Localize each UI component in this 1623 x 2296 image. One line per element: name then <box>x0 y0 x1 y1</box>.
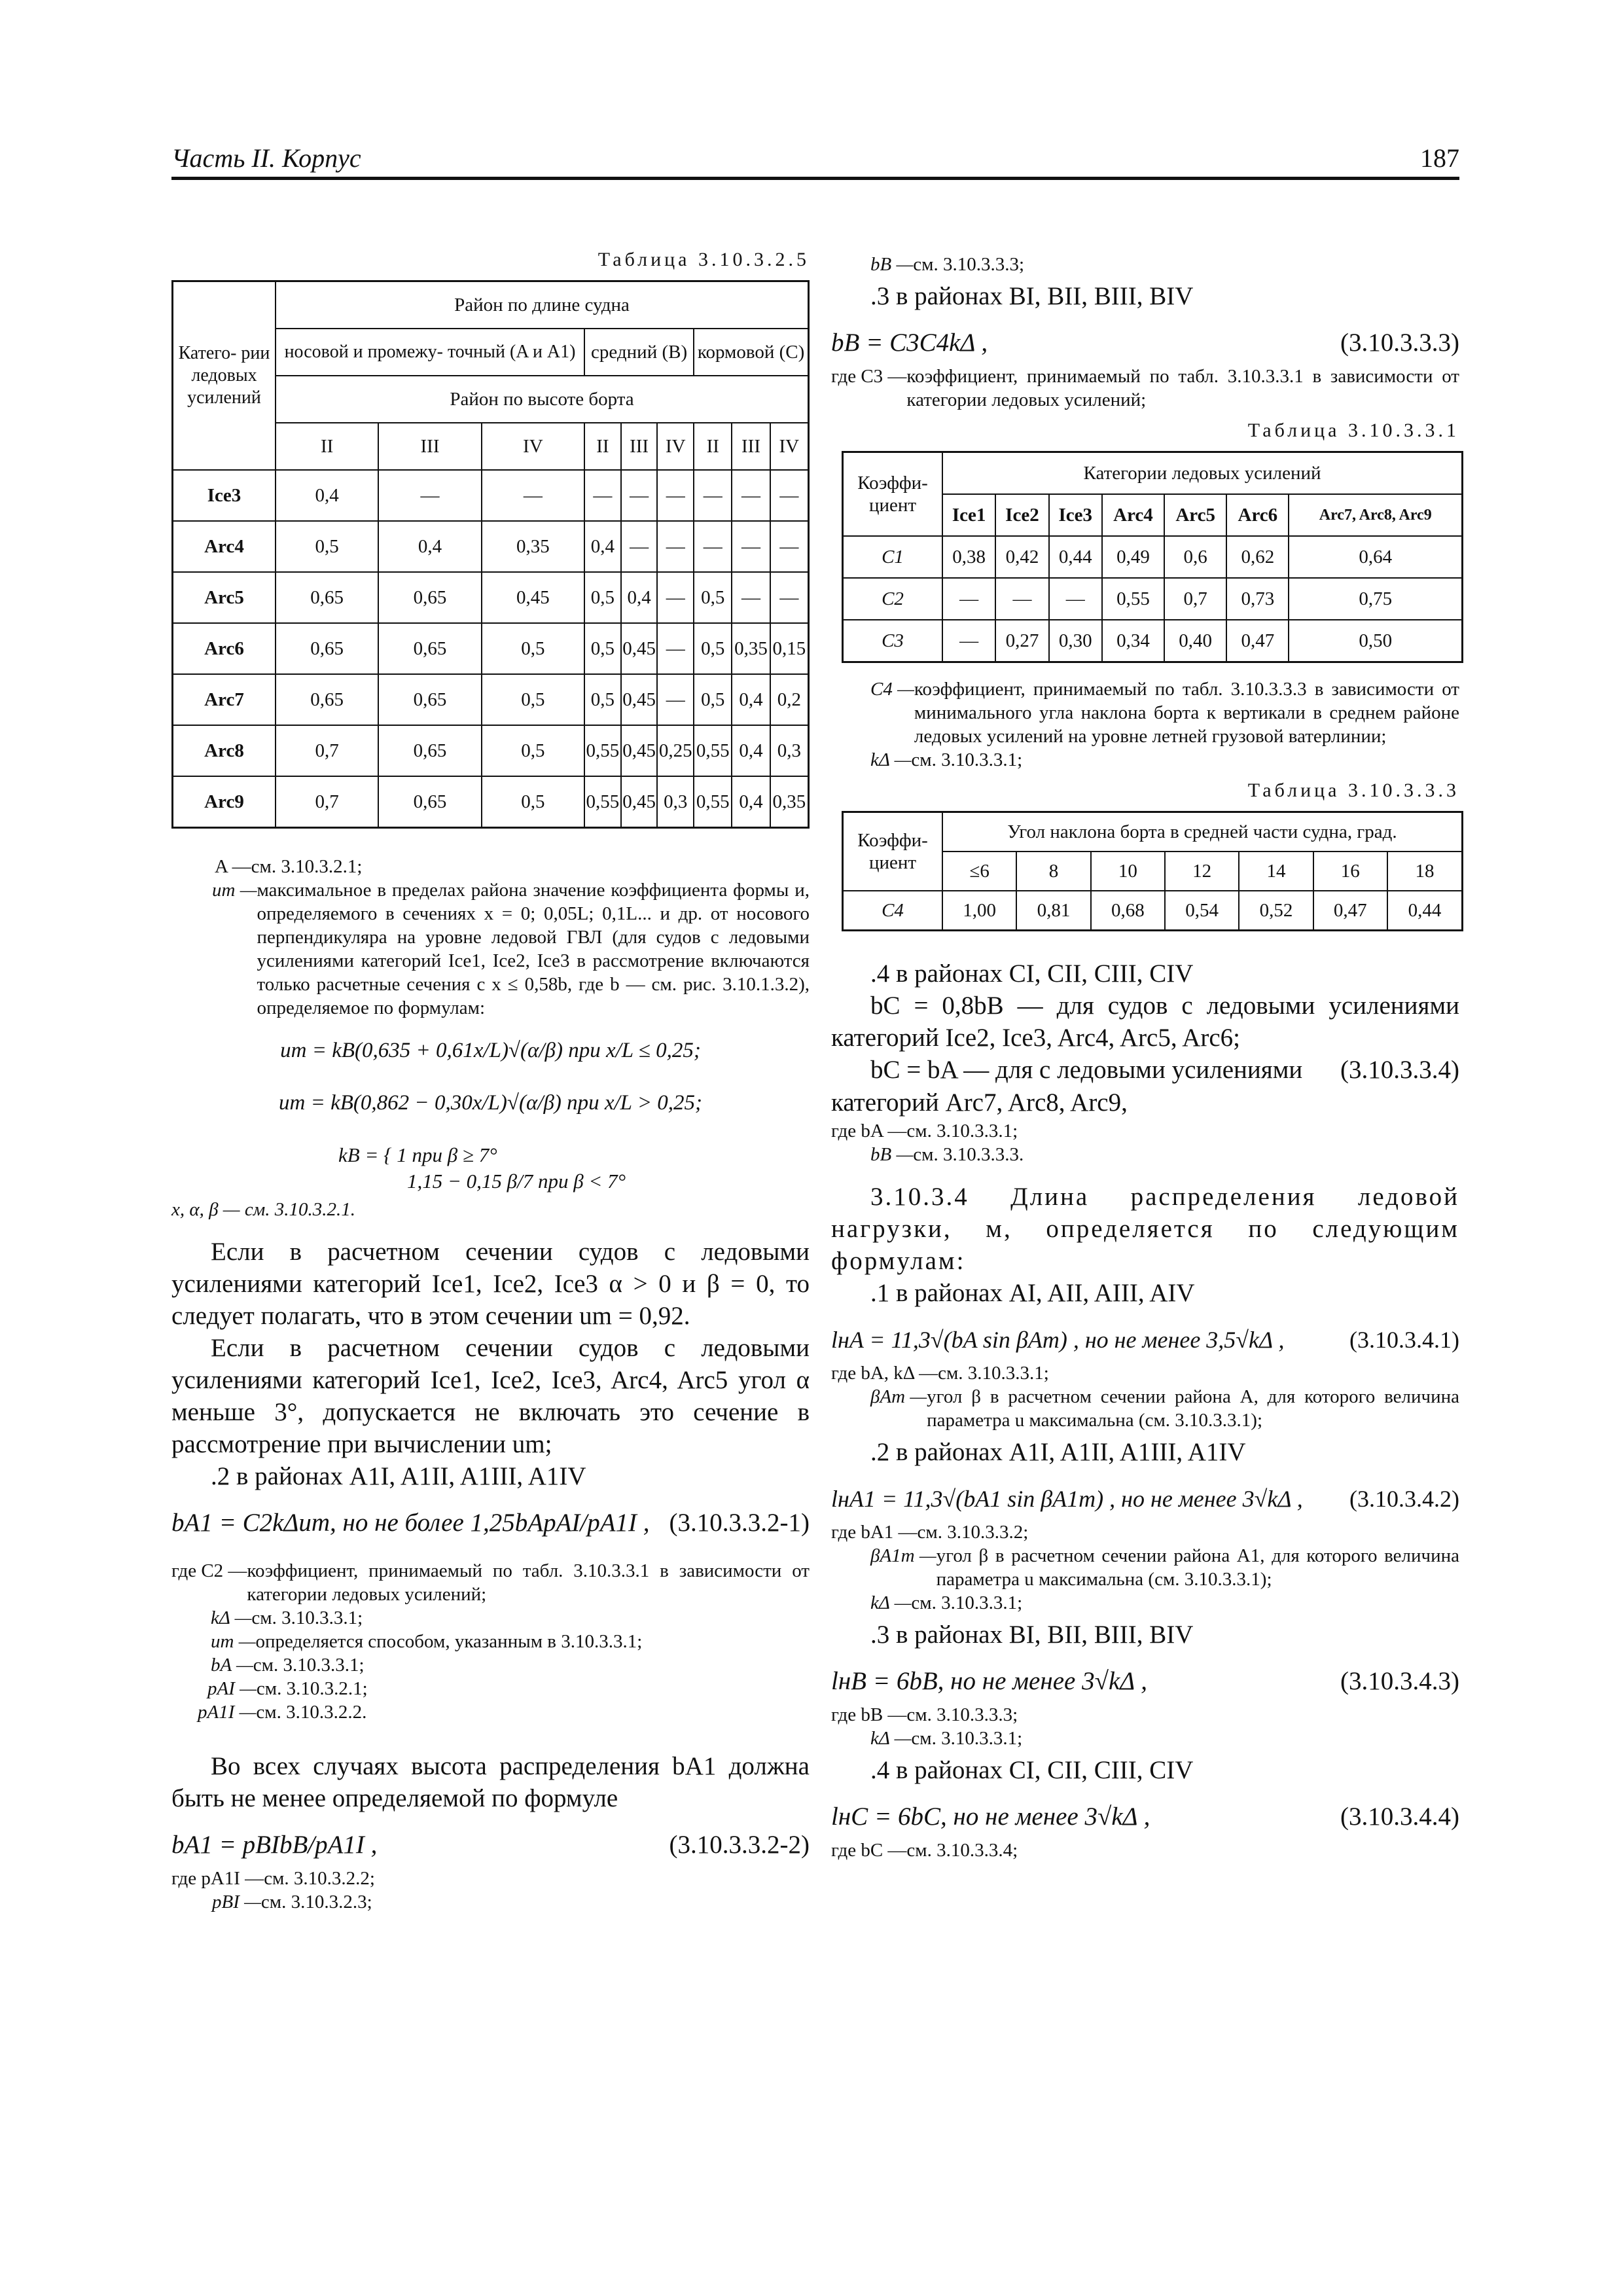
table-header-cell: 14 <box>1239 852 1313 891</box>
table-cell: — <box>694 521 732 572</box>
table-row <box>173 674 809 725</box>
definition-item: βAm — угол β в расчетном сечении района A, для которого величина параметра u максимальна (см. 3.10.3.3.1); <box>870 1386 1459 1431</box>
table-cell: 0,4 <box>732 776 770 828</box>
table-header-cell: 12 <box>1165 852 1239 891</box>
table-header-cell: Район по длине судна <box>276 281 809 329</box>
table-cell: 0,55 <box>1102 578 1164 620</box>
table-cell: — <box>995 578 1048 620</box>
table-cell: 0,5 <box>482 776 584 828</box>
table-cell: 0,5 <box>694 623 732 674</box>
table-cell: — <box>378 470 481 521</box>
ice-coefficient-table <box>171 280 810 829</box>
table-cell: 0,45 <box>621 674 658 725</box>
definition-item: kΔ — см. 3.10.3.3.1; <box>870 1592 1023 1613</box>
table-cell: 0,5 <box>584 572 621 623</box>
table-row <box>173 776 809 828</box>
table-header-cell: Ice1 <box>942 494 995 536</box>
table-cell: 0,45 <box>621 725 658 776</box>
table-cell: — <box>770 521 809 572</box>
table-header-cell: III <box>378 423 481 470</box>
table-row <box>173 572 809 623</box>
table-cell: 0,44 <box>1387 891 1463 931</box>
table-cell: 0,55 <box>694 725 732 776</box>
table-cell: Arc9 <box>173 776 276 828</box>
formula: lнA = 11,3√(bA sin βAm) , но не менее 3,5√kΔ , (3.10.3.4.1) <box>831 1327 1459 1353</box>
table-cell: 0,4 <box>584 521 621 572</box>
table-cell: 0,42 <box>995 536 1048 578</box>
table-cell: 0,4 <box>621 572 658 623</box>
table-cell: 0,4 <box>732 725 770 776</box>
table-row <box>843 578 1463 620</box>
definition-item: pAI — см. 3.10.3.2.1; <box>207 1678 368 1699</box>
table-cell: 0,65 <box>276 674 378 725</box>
definition-item: um — максимальное в пределах района значение коэффициента формы и, определяемого в сечениях x = 0; 0,05L; 0,1L... и др. от носового перпендикуляра на уровне ледовой ГВЛ (для судов с ледовыми усилениями категорий Ice1, Ice2, Ice3 в рассмотрение включаются только расчетные сечения с x ≤ 0,58b, где b — см. рис. 3.10.1.3.2), определяемое по формулам: <box>212 880 810 1018</box>
table-cell: 0,64 <box>1289 536 1462 578</box>
formula: um = kB(0,862 − 0,30x/L)√(α/β) при x/L > 0,25; <box>279 1091 702 1115</box>
table-cell: 0,55 <box>584 776 621 828</box>
definition-item: pBI — см. 3.10.3.2.3; <box>212 1892 372 1912</box>
left-column <box>171 249 810 1914</box>
table-cell: 0,65 <box>276 572 378 623</box>
table-cell: 0,3 <box>657 776 694 828</box>
table-row <box>173 470 809 521</box>
definition-item: где bA — см. 3.10.3.3.1; <box>831 1121 1018 1141</box>
paragraph: Если в расчетном сечении судов с ледовыми усилениями категорий Ice1, Ice2, Ice3, Arc4, Arc5 угол α меньше 3°, допускается не включать это сечение в рассмотрение при вычислении um; <box>171 1334 810 1458</box>
table-header-cell: Ice2 <box>995 494 1048 536</box>
formula: um = kB(0,635 + 0,61x/L)√(α/β) при x/L ≤ 0,25; <box>280 1039 701 1062</box>
definition-item: kΔ — см. 3.10.3.3.1; <box>870 749 1023 770</box>
table-cell: 0,5 <box>694 572 732 623</box>
table-cell: 0,65 <box>276 623 378 674</box>
formula: 1,15 − 0,15 β/7 при β < 7° <box>407 1170 626 1193</box>
table-header-cell: Коэффи- циент <box>843 812 943 891</box>
table-cell: 0,68 <box>1091 891 1165 931</box>
table-cell: 0,7 <box>276 776 378 828</box>
table-cell: C3 <box>843 620 943 662</box>
definition-item: kΔ — см. 3.10.3.3.1; <box>211 1607 363 1628</box>
table-cell: 0,52 <box>1239 891 1313 931</box>
table-cell: — <box>482 470 584 521</box>
table-cell: Arc4 <box>173 521 276 572</box>
table-cell: 0,5 <box>584 623 621 674</box>
table-cell: 0,25 <box>657 725 694 776</box>
table-cell: 0,5 <box>482 623 584 674</box>
formula: kB = { 1 при β ≥ 7° <box>338 1143 497 1166</box>
table-header-cell: Arc7, Arc8, Arc9 <box>1289 494 1462 536</box>
section-item: .3 в районах BI, BII, BIII, BIV <box>870 282 1194 310</box>
table-caption: Таблица 3.10.3.3.1 <box>1247 420 1459 441</box>
header-rule <box>171 177 1459 180</box>
formula: bA1 = C2kΔum, но не более 1,25bApAI/pA1I , (3.10.3.3.2-1) <box>171 1509 810 1537</box>
table-header-cell: ≤6 <box>942 852 1016 891</box>
table-header-cell: III <box>621 423 658 470</box>
table-cell: 0,65 <box>378 623 481 674</box>
table-cell: 1,00 <box>942 891 1016 931</box>
definition-item: bB — см. 3.10.3.3.3; <box>870 254 1025 275</box>
table-cell: 0,65 <box>378 674 481 725</box>
table-cell: — <box>732 521 770 572</box>
table-header-cell: 18 <box>1387 852 1463 891</box>
table-header-cell: II <box>584 423 621 470</box>
table-header-cell: II <box>694 423 732 470</box>
table-cell: 0,81 <box>1016 891 1090 931</box>
table-cell: 0,5 <box>584 674 621 725</box>
definition-item: bB — см. 3.10.3.3.3. <box>870 1144 1024 1165</box>
section-item: .4 в районах CI, CII, CIII, CIV <box>870 1756 1194 1784</box>
formula: lнA1 = 11,3√(bA1 sin βA1m) , но не менее 3√kΔ , (3.10.3.4.2) <box>831 1486 1459 1512</box>
table-cell: — <box>770 470 809 521</box>
paragraph: Если в расчетном сечении судов с ледовыми усилениями категорий Ice1, Ice2, Ice3 α > 0 и β = 0, то следует полагать, что в этом сечении um = 0,92. <box>171 1238 810 1330</box>
table-cell: 0,27 <box>995 620 1048 662</box>
table-cell: — <box>1049 578 1102 620</box>
table-header-cell: Категории ледовых усилений <box>942 452 1463 495</box>
table-cell: — <box>770 572 809 623</box>
definition-item: где bA, kΔ — см. 3.10.3.3.1; <box>831 1363 1049 1384</box>
table-cell: C4 <box>843 891 943 931</box>
table-header-cell: средний (B) <box>584 329 694 376</box>
definition-item: где C3 — коэффициент, принимаемый по табл. 3.10.3.3.1 в зависимости от категории ледовых усилений; <box>831 366 1459 410</box>
table-header-cell: II <box>276 423 378 470</box>
table-cell: 0,45 <box>482 572 584 623</box>
table-row <box>173 521 809 572</box>
table-cell: — <box>621 521 658 572</box>
table-cell: Arc8 <box>173 725 276 776</box>
table-cell: 0,30 <box>1049 620 1102 662</box>
table-cell: 0,65 <box>378 572 481 623</box>
table-cell: — <box>657 470 694 521</box>
definition-item: где C2 — коэффициент, принимаемый по табл. 3.10.3.3.1 в зависимости от категории ледовых усилений; <box>171 1560 810 1605</box>
table-cell: — <box>657 623 694 674</box>
table-cell: 0,54 <box>1165 891 1239 931</box>
table-row <box>173 623 809 674</box>
table-header-cell: Arc4 <box>1102 494 1164 536</box>
table-cell: — <box>732 470 770 521</box>
table-header-cell: 10 <box>1091 852 1165 891</box>
formula: bB = C3C4kΔ , (3.10.3.3.3) <box>831 329 1459 357</box>
definition-item: где bA1 — см. 3.10.3.3.2; <box>831 1522 1029 1543</box>
table-cell: Ice3 <box>173 470 276 521</box>
table-row <box>843 620 1463 662</box>
table-cell: 0,3 <box>770 725 809 776</box>
table-cell: 0,50 <box>1289 620 1462 662</box>
table-cell: 0,4 <box>378 521 481 572</box>
table-cell: — <box>584 470 621 521</box>
table-cell: 0,47 <box>1313 891 1387 931</box>
table-header-cell: кормовой (C) <box>694 329 808 376</box>
definition-item: где pA1I — см. 3.10.3.2.2; <box>171 1868 375 1889</box>
table-cell: — <box>694 470 732 521</box>
table-cell: 0,35 <box>482 521 584 572</box>
definition-item: bA — см. 3.10.3.3.1; <box>211 1655 365 1676</box>
table-cell: 0,40 <box>1164 620 1226 662</box>
table-cell: 0,5 <box>694 674 732 725</box>
table-caption: Таблица 3.10.3.3.3 <box>1247 780 1459 801</box>
table-cell: 0,35 <box>770 776 809 828</box>
formula: lнB = 6bB, но не менее 3√kΔ , (3.10.3.4.3) <box>831 1667 1459 1695</box>
table-cell: 0,44 <box>1049 536 1102 578</box>
table-header-cell: Ice3 <box>1049 494 1102 536</box>
table-cell: 0,5 <box>482 725 584 776</box>
table-cell: 0,62 <box>1226 536 1289 578</box>
table-cell: 0,75 <box>1289 578 1462 620</box>
table-cell: 0,45 <box>621 776 658 828</box>
definition-item: kΔ — см. 3.10.3.3.1; <box>870 1728 1023 1749</box>
table-cell: — <box>657 674 694 725</box>
section-item: .2 в районах A1I, A1II, A1III, A1IV <box>211 1462 586 1490</box>
table-cell: 0,6 <box>1164 536 1226 578</box>
definition-item: x, α, β — см. 3.10.3.2.1. <box>171 1199 355 1220</box>
ice-category-coefficients-table <box>842 451 1463 663</box>
section-item: .2 в районах A1I, A1II, A1III, A1IV <box>870 1438 1246 1466</box>
section-heading: 3.10.3.4 Длина распределения ледовой нагрузки, м, определяется по следующим формулам: <box>831 1183 1459 1275</box>
table-cell: 0,55 <box>584 725 621 776</box>
table-row <box>843 891 1463 931</box>
running-header-title: Часть II. Корпус <box>171 143 361 173</box>
table-header-cell: Коэффи- циент <box>843 452 943 537</box>
table-cell: 0,73 <box>1226 578 1289 620</box>
definition-item: um — определяется способом, указанным в 3.10.3.3.1; <box>211 1631 643 1652</box>
table-cell: 0,4 <box>276 470 378 521</box>
table-cell: — <box>942 620 995 662</box>
paragraph: Во всех случаях высота распределения bA1 должна быть не менее определяемой по формуле <box>171 1752 810 1812</box>
table-header-cell: Угол наклона борта в средней части судна, град. <box>942 812 1463 852</box>
table-header-cell: III <box>732 423 770 470</box>
table-cell: C1 <box>843 536 943 578</box>
paragraph: bC = bA — для с ледовыми усилениями категорий Arc7, Arc8, Arc9, (3.10.3.3.4) <box>831 1056 1459 1117</box>
table-header-cell: IV <box>482 423 584 470</box>
table-cell: Arc7 <box>173 674 276 725</box>
table-cell: 0,7 <box>1164 578 1226 620</box>
table-header-cell: носовой и промежу- точный (A и A1) <box>276 329 584 376</box>
table-cell: 0,49 <box>1102 536 1164 578</box>
definition-item: где bB — см. 3.10.3.3.3; <box>831 1704 1018 1725</box>
table-cell: 0,35 <box>732 623 770 674</box>
definition-item: pA1I — см. 3.10.3.2.2. <box>198 1702 367 1723</box>
table-cell: — <box>621 470 658 521</box>
definition-item: βA1m — угол β в расчетном сечении района A1, для которого величина параметра u максимальна (см. 3.10.3.3.1); <box>870 1545 1459 1590</box>
section-item: .4 в районах CI, CII, CIII, CIV <box>870 960 1194 988</box>
table-cell: Arc5 <box>173 572 276 623</box>
definition-item: где bC — см. 3.10.3.3.4; <box>831 1840 1018 1861</box>
table-cell: 0,34 <box>1102 620 1164 662</box>
table-header-cell: 16 <box>1313 852 1387 891</box>
table-header-cell: Район по высоте борта <box>276 376 809 423</box>
right-column <box>831 249 1459 1862</box>
definition-item: C4 — коэффициент, принимаемый по табл. 3.10.3.3.3 в зависимости от минимального угла наклона борта к вертикали в среднем районе ледовых усилений на уровне летней грузовой ватерлинии; <box>870 679 1459 747</box>
table-cell: 0,2 <box>770 674 809 725</box>
table-header-cell: IV <box>657 423 694 470</box>
table-cell: 0,7 <box>276 725 378 776</box>
section-item: .1 в районах AI, AII, AIII, AIV <box>870 1279 1195 1307</box>
table-cell: — <box>732 572 770 623</box>
table-header-cell: Arc5 <box>1164 494 1226 536</box>
table-cell: — <box>657 521 694 572</box>
table-row <box>843 536 1463 578</box>
page-number: 187 <box>1420 143 1459 173</box>
paragraph: bC = 0,8bB — для судов с ледовыми усилениями категорий Ice2, Ice3, Arc4, Arc5, Arc6; <box>831 992 1459 1052</box>
section-item: .3 в районах BI, BII, BIII, BIV <box>870 1621 1194 1649</box>
definition-item: A — см. 3.10.3.2.1; <box>215 856 363 877</box>
table-cell: 0,65 <box>378 776 481 828</box>
table-cell: 0,38 <box>942 536 995 578</box>
formula: lнC = 6bC, но не менее 3√kΔ , (3.10.3.4.4) <box>831 1803 1459 1831</box>
side-angle-table <box>842 811 1463 931</box>
table-cell: — <box>942 578 995 620</box>
formula: bA1 = pBIbB/pA1I , (3.10.3.3.2-2) <box>171 1831 810 1859</box>
table-cell: 0,45 <box>621 623 658 674</box>
table-cell: 0,5 <box>276 521 378 572</box>
table-header-cell: 8 <box>1016 852 1090 891</box>
table-cell: 0,47 <box>1226 620 1289 662</box>
table-row <box>173 725 809 776</box>
table-cell: Arc6 <box>173 623 276 674</box>
table-cell: — <box>657 572 694 623</box>
table-header-cell: IV <box>770 423 809 470</box>
table-cell: 0,65 <box>378 725 481 776</box>
table-header-cell: Катего- рии ледовых усилений <box>173 281 276 471</box>
table-cell: 0,55 <box>694 776 732 828</box>
table-caption: Таблица 3.10.3.2.5 <box>597 249 810 270</box>
table-header-cell: Arc6 <box>1226 494 1289 536</box>
table-cell: 0,5 <box>482 674 584 725</box>
table-cell: 0,15 <box>770 623 809 674</box>
table-cell: C2 <box>843 578 943 620</box>
table-cell: 0,4 <box>732 674 770 725</box>
